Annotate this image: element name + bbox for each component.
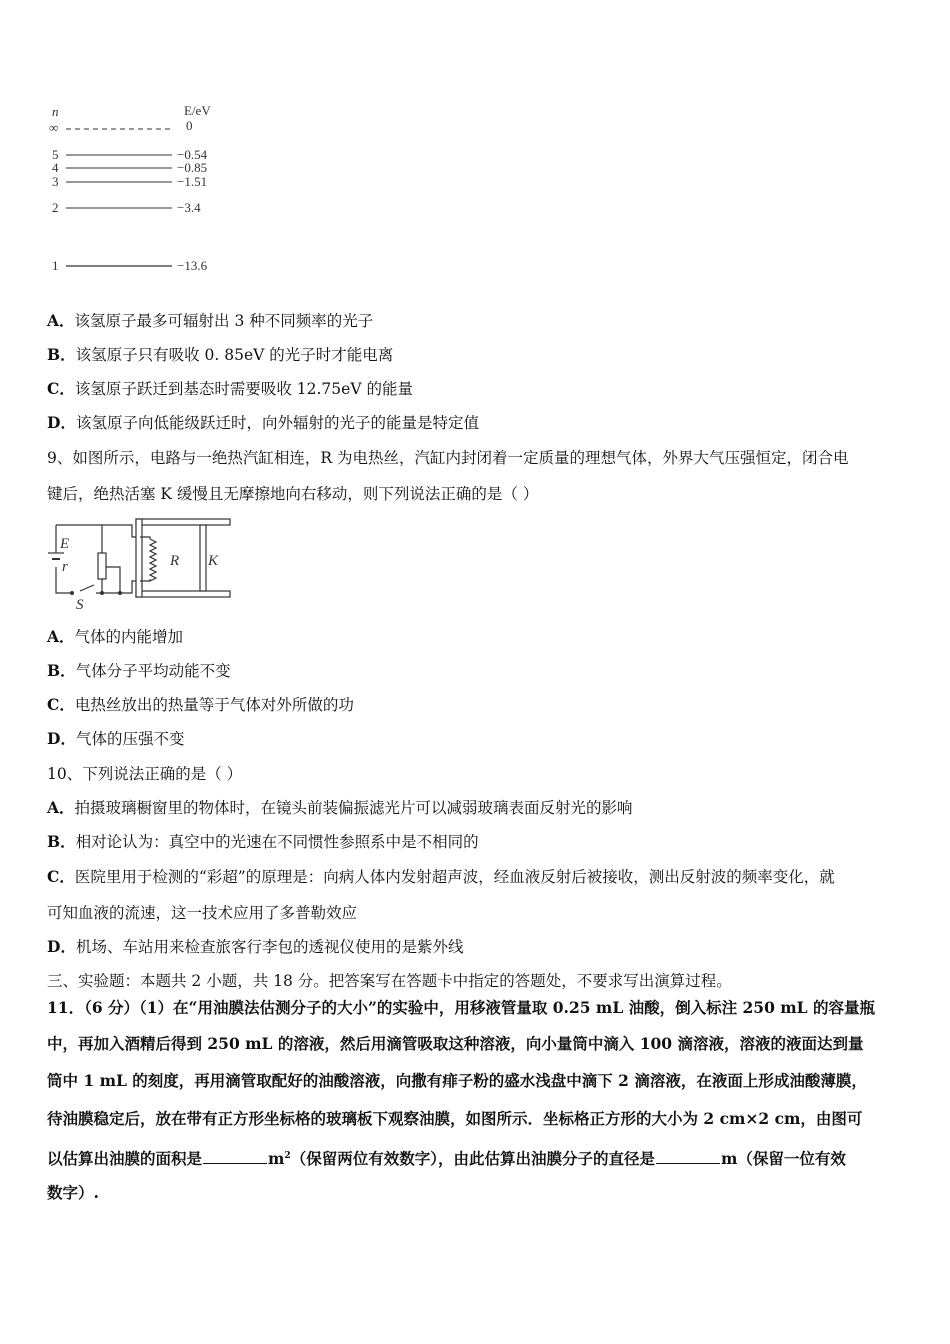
level-n-1: 1 bbox=[52, 258, 59, 273]
option-text: 气体的压强不变 bbox=[75, 730, 185, 748]
option-text: 可知血液的流速，这一技术应用了多普勒效应 bbox=[47, 904, 358, 922]
q11-line5 bbox=[47, 1146, 907, 1169]
level-e-1: −13.6 bbox=[177, 258, 208, 273]
q9-option-a bbox=[47, 627, 907, 647]
level-n-4: 4 bbox=[52, 160, 59, 175]
rheostat-slider bbox=[106, 567, 120, 593]
option-text: 该氢原子跃迁到基态时需要吸收 12.75eV 的能量 bbox=[74, 380, 413, 398]
cylinder-left-wall bbox=[136, 519, 142, 597]
label-S: S bbox=[76, 597, 84, 613]
q10-option-d bbox=[47, 937, 907, 957]
q11-line4: 待油膜稳定后，放在带有正方形坐标格的玻璃板下观察油膜，如图所示．坐标格正方形的大小为 2 cm×2 cm，由图可 bbox=[47, 1109, 863, 1128]
option-label: A． bbox=[47, 798, 75, 817]
level-e-3: −1.51 bbox=[177, 174, 208, 189]
option-label: A． bbox=[47, 627, 75, 646]
axis-e-label: E/eV bbox=[184, 103, 211, 118]
q8-option-d bbox=[47, 413, 907, 433]
q8-option-b bbox=[47, 345, 907, 365]
level-e-5: −0.54 bbox=[177, 147, 208, 162]
q10-stem: 10、下列说法正确的是（ ） bbox=[47, 765, 243, 783]
level-n-3: 3 bbox=[52, 174, 59, 189]
cylinder-bottom-wall bbox=[136, 591, 230, 597]
q10-option-c bbox=[47, 867, 907, 887]
option-label: D． bbox=[47, 413, 76, 432]
level-n-2: 2 bbox=[52, 200, 59, 215]
q9-option-d bbox=[47, 729, 907, 749]
level-e-inf: 0 bbox=[186, 118, 193, 133]
rheostat-body bbox=[98, 553, 106, 579]
q10-option-b bbox=[47, 832, 907, 852]
label-r: r bbox=[62, 559, 68, 575]
unit-m: m bbox=[268, 1149, 285, 1168]
q11-line2: 中，再加入酒精后得到 250 mL 的溶液，然后用滴管吸取这种溶液，向小量筒中滴入 100 滴溶液，溶液的液面达到量 bbox=[47, 1034, 864, 1053]
q11-line3: 筒中 1 mL 的刻度，再用滴管取配好的油酸溶液，向撒有痱子粉的盛水浅盘中滴下 2 滴溶液，在液面上形成油酸薄膜， bbox=[47, 1071, 867, 1090]
energy-level-diagram bbox=[40, 98, 240, 283]
answer-blank-diameter[interactable] bbox=[656, 1149, 720, 1164]
q11-line1: 11．（6 分）（1）在“用油膜法估测分子的大小”的实验中，用移液管量取 0.25 mL 油酸，倒入标注 250 mL 的容量瓶 bbox=[47, 998, 875, 1017]
level-e-4: −0.85 bbox=[177, 160, 208, 175]
option-text: 机场、车站用来检查旅客行李包的透视仪使用的是紫外线 bbox=[75, 938, 464, 956]
option-label: D． bbox=[47, 729, 76, 748]
option-text: 相对论认为：真空中的光速在不同惯性参照系中是不相同的 bbox=[75, 833, 479, 851]
q11-line5-b: （保留两位有效数字），由此估算出油膜分子的直径是 bbox=[290, 1149, 655, 1168]
option-label: C． bbox=[47, 867, 75, 886]
unit-m2: m bbox=[720, 1149, 738, 1168]
option-label: B． bbox=[47, 832, 76, 851]
option-text: 电热丝放出的热量等于气体对外所做的功 bbox=[74, 696, 354, 714]
q9-stem-line1: 9、如图所示，电路与一绝热汽缸相连，R 为电热丝，汽缸内封闭着一定质量的理想气体，外界大气压强恒定，闭合电 bbox=[47, 449, 849, 467]
unit-superscript: 2 bbox=[284, 1151, 291, 1161]
option-label: C． bbox=[47, 695, 75, 714]
node-dot bbox=[118, 591, 122, 595]
q8-option-c bbox=[47, 379, 907, 399]
q9-stem-line2: 键后，绝热活塞 K 缓慢且无摩擦地向右移动，则下列说法正确的是（ ） bbox=[47, 485, 539, 503]
q11-line5-c: （保留一位有效 bbox=[737, 1149, 846, 1168]
q9-option-b bbox=[47, 661, 907, 681]
level-e-2: −3.4 bbox=[177, 200, 201, 215]
option-text: 该氢原子只有吸收 0. 85eV 的光子时才能电离 bbox=[75, 346, 394, 364]
label-E: E bbox=[60, 536, 70, 552]
switch-pivot bbox=[70, 591, 74, 595]
cylinder-top-wall bbox=[136, 519, 230, 525]
q10-option-c-cont bbox=[47, 903, 907, 923]
circuit-wire-bottom bbox=[80, 585, 94, 591]
heater-coil bbox=[150, 539, 156, 581]
option-text: 气体分子平均动能不变 bbox=[75, 662, 231, 680]
option-text: 医院里用于检测的“彩超”的原理是：向病人体内发射超声波，经血液反射后被接收，测出反射波的频率变化，就 bbox=[74, 868, 835, 886]
level-n-5: 5 bbox=[52, 147, 59, 162]
q11-line6: 数字）. bbox=[47, 1183, 99, 1202]
circuit-cylinder-diagram bbox=[40, 515, 240, 615]
level-n-inf: ∞ bbox=[49, 120, 59, 135]
option-label: D． bbox=[47, 937, 76, 956]
q10-option-a bbox=[47, 798, 907, 818]
option-text: 该氢原子向低能级跃迁时，向外辐射的光子的能量是特定值 bbox=[75, 414, 479, 432]
option-label: B． bbox=[47, 661, 76, 680]
option-text: 气体的内能增加 bbox=[74, 628, 184, 646]
label-R: R bbox=[170, 553, 180, 569]
node-dot bbox=[100, 591, 104, 595]
q8-option-a bbox=[47, 311, 907, 331]
option-label: C． bbox=[47, 379, 75, 398]
section3-heading: 三、实验题：本题共 2 小题，共 18 分。把答案写在答题卡中指定的答题处，不要求写出演算过程。 bbox=[47, 972, 732, 990]
q9-option-c bbox=[47, 695, 907, 715]
answer-blank-area[interactable] bbox=[203, 1149, 267, 1164]
piston bbox=[200, 525, 206, 591]
option-label: A． bbox=[47, 311, 75, 330]
option-label: B． bbox=[47, 345, 76, 364]
axis-n-label: n bbox=[52, 104, 59, 119]
label-K: K bbox=[208, 553, 219, 569]
option-text: 该氢原子最多可辐射出 3 种不同频率的光子 bbox=[74, 312, 374, 330]
q11-line5-a: 以估算出油膜的面积是 bbox=[47, 1149, 203, 1168]
option-text: 拍摄玻璃橱窗里的物体时，在镜头前装偏振滤光片可以减弱玻璃表面反射光的影响 bbox=[74, 799, 633, 817]
